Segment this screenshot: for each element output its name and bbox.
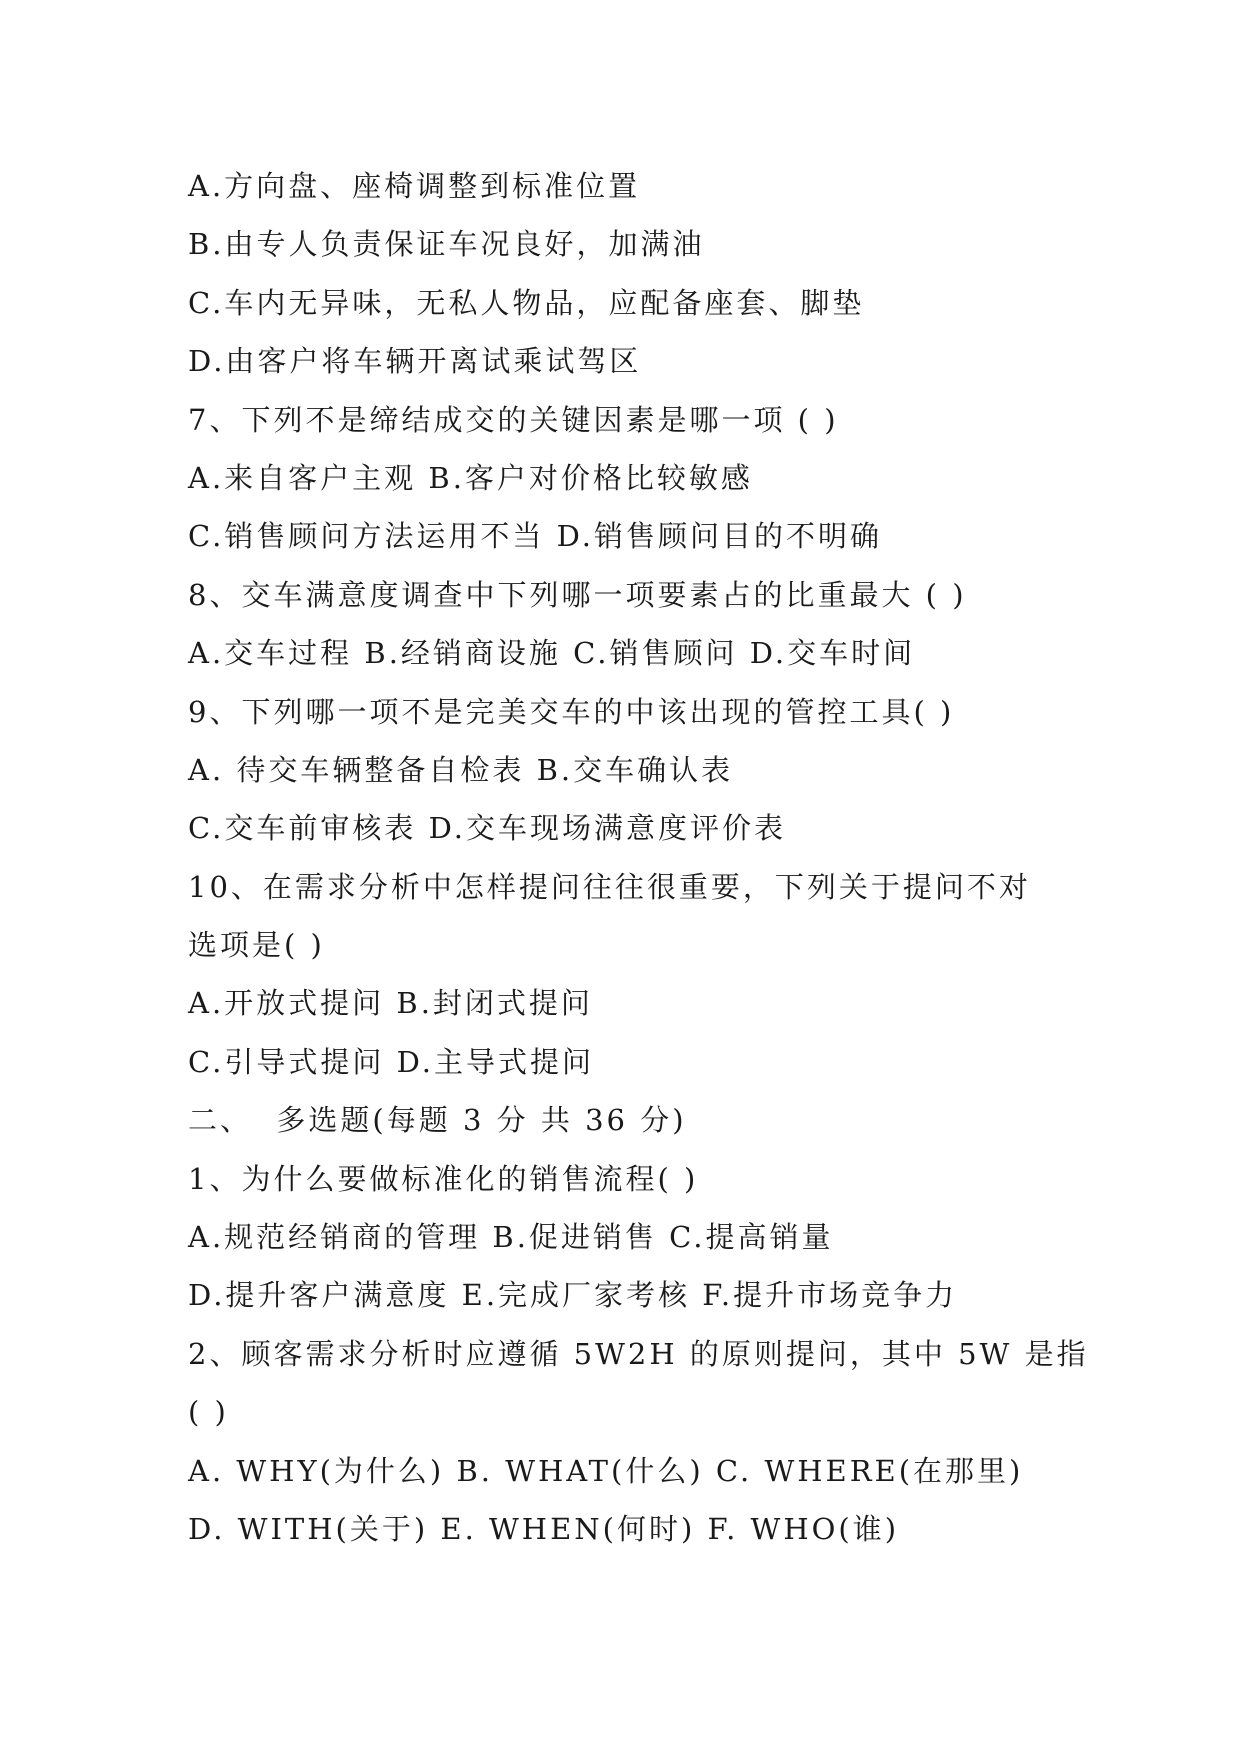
- option-line: A.方向盘、座椅调整到标准位置: [188, 169, 641, 203]
- option-line: C.车内无异味，无私人物品，应配备座套、脚垫: [188, 285, 865, 320]
- question-7: 7、下列不是缔结成交的关键因素是哪一项 ( ): [188, 402, 839, 437]
- multi-question-2: 2、顾客需求分析时应遵循 5W2H 的原则提问，其中 5W 是指: [188, 1336, 1089, 1371]
- option-line: A.交车过程 B.经销商设施 C.销售顾问 D.交车时间: [188, 636, 916, 671]
- option-line: A.来自客户主观 B.客户对价格比较敏感: [188, 460, 753, 495]
- option-line: D. WITH(关于) E. WHEN(何时) F. WHO(谁): [188, 1511, 900, 1546]
- option-line: C.交车前审核表 D.交车现场满意度评价表: [188, 811, 787, 846]
- question-10-continued: 选项是( ): [188, 928, 325, 963]
- section-heading: 二、 多选题(每题 3 分 共 36 分): [188, 1103, 687, 1138]
- question-10: 10、在需求分析中怎样提问往往很重要，下列关于提问不对: [188, 869, 1031, 904]
- option-line: B.由专人负责保证车况良好，加满油: [188, 227, 705, 262]
- option-line: A. WHY(为什么) B. WHAT(什么) C. WHERE(在那里): [188, 1453, 1024, 1488]
- multi-question-1: 1、为什么要做标准化的销售流程( ): [188, 1161, 699, 1196]
- option-line: D.由客户将车辆开离试乘试驾区: [188, 344, 642, 379]
- question-9: 9、下列哪一项不是完美交车的中该出现的管控工具( ): [188, 694, 955, 729]
- option-line: C.引导式提问 D.主导式提问: [188, 1044, 595, 1079]
- option-line: D.提升客户满意度 E.完成厂家考核 F.提升市场竞争力: [188, 1278, 958, 1313]
- option-line: A. 待交车辆整备自检表 B.交车确认表: [188, 752, 734, 787]
- question-8: 8、交车满意度调查中下列哪一项要素占的比重最大 ( ): [188, 577, 967, 612]
- option-line: A.规范经销商的管理 B.促进销售 C.提高销量: [188, 1220, 834, 1255]
- option-line: A.开放式提问 B.封闭式提问: [188, 986, 593, 1021]
- option-line: C.销售顾问方法运用不当 D.销售顾问目的不明确: [188, 519, 883, 554]
- document-body: [188, 157, 1088, 1558]
- multi-question-2-continued: ( ): [188, 1395, 229, 1430]
